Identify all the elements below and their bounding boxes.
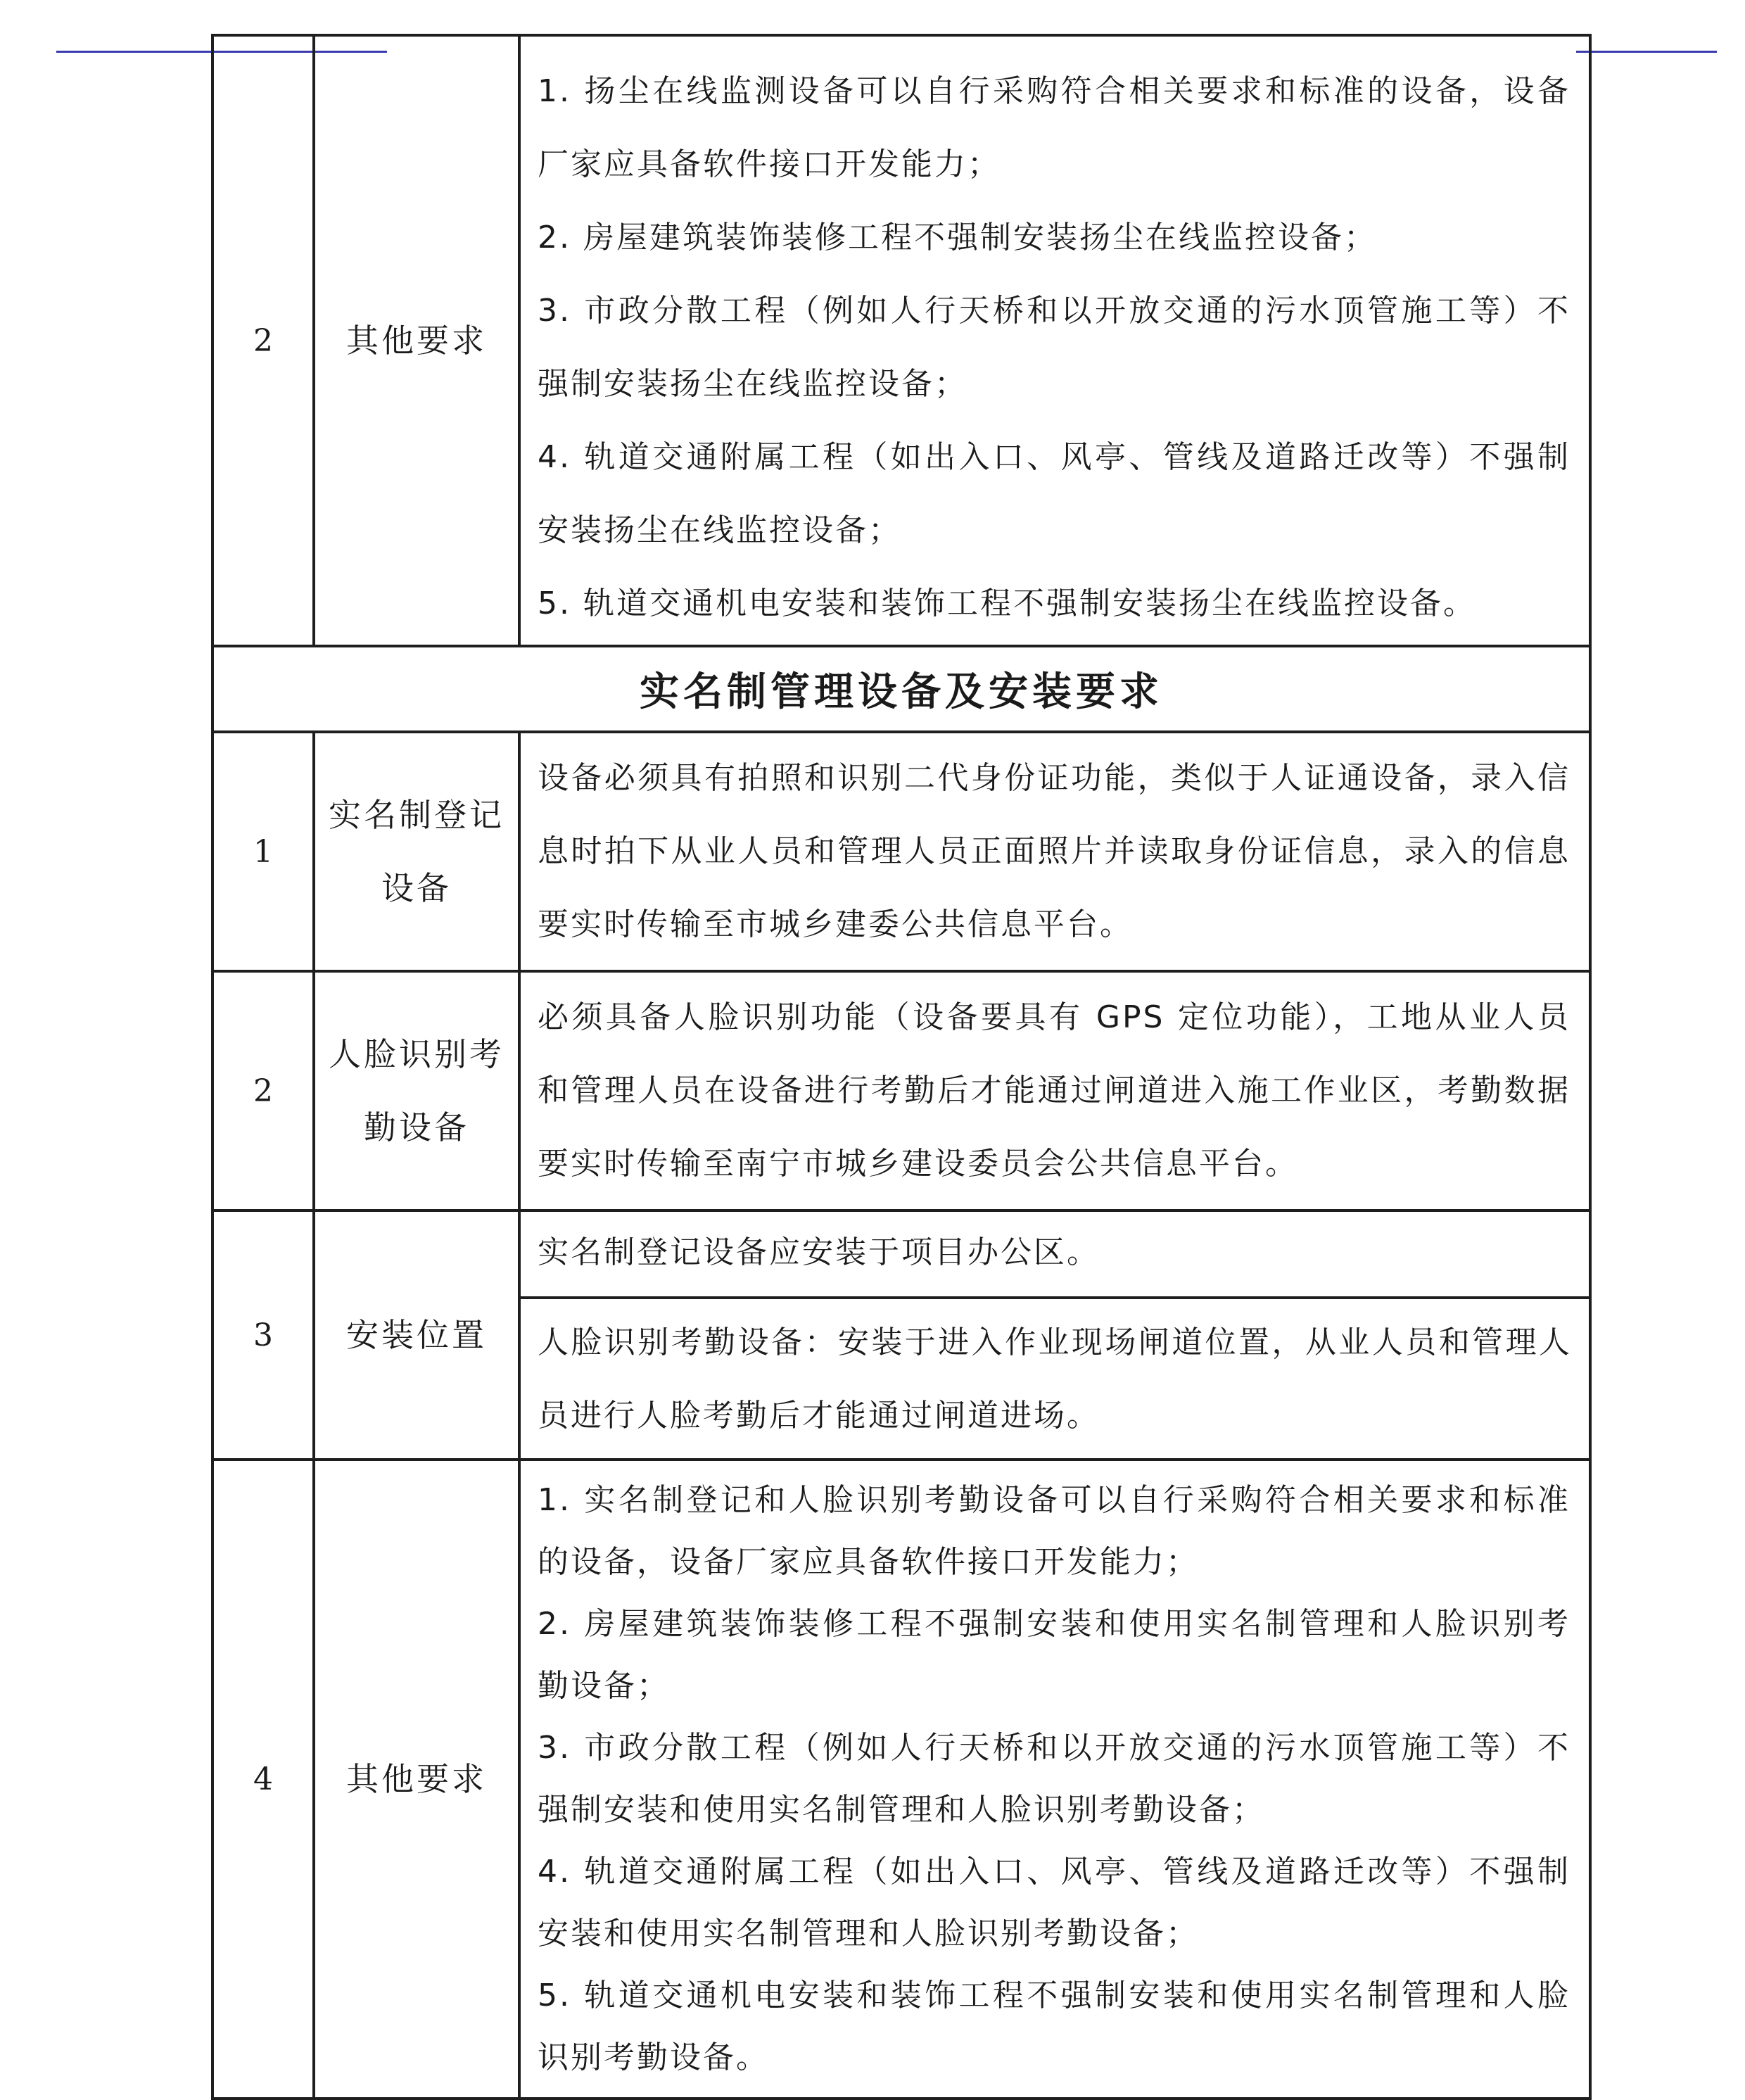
table-row <box>212 732 1590 971</box>
table-row <box>212 1210 1590 1460</box>
row-content <box>519 35 1590 646</box>
row-name: 安装位置 <box>314 1210 519 1460</box>
row-content <box>519 1460 1590 2099</box>
list-item: 4. 轨道交通附属工程（如出入口、风亭、管线及道路迁改等）不强制安装扬尘在线监控设备； <box>538 439 1570 548</box>
row-name: 实名制登记设备 <box>314 732 519 971</box>
row-content: 设备必须具有拍照和识别二代身份证功能，类似于人证通设备，录入信息时拍下从业人员和管理人员正面照片并读取身份证信息，录入的信息要实时传输至市城乡建委公共信息平台。 <box>519 732 1590 971</box>
row-number: 2 <box>212 35 314 646</box>
scan-line-right <box>1576 51 1717 53</box>
list-item: 4. 轨道交通附属工程（如出入口、风亭、管线及道路迁改等）不强制安装和使用实名制管理和人脸识别考勤设备； <box>538 1854 1570 1952</box>
list-item: 3. 市政分散工程（例如人行天桥和以开放交通的污水顶管施工等）不强制安装和使用实名制管理和人脸识别考勤设备； <box>538 1730 1570 1828</box>
row-number: 2 <box>212 971 314 1210</box>
table-row <box>212 35 1590 646</box>
row-number: 3 <box>212 1210 314 1460</box>
row-name: 其他要求 <box>314 1460 519 2099</box>
list-item: 5. 轨道交通机电安装和装饰工程不强制安装和使用实名制管理和人脸识别考勤设备。 <box>538 1978 1570 2075</box>
list-item: 2. 房屋建筑装饰装修工程不强制安装和使用实名制管理和人脸识别考勤设备； <box>538 1606 1570 1704</box>
list-item: 1. 扬尘在线监测设备可以自行采购符合相关要求和标准的设备，设备厂家应具备软件接口开发能力； <box>538 73 1570 182</box>
table-row <box>212 971 1590 1210</box>
list-item: 2. 房屋建筑装饰装修工程不强制安装扬尘在线监控设备； <box>538 220 1377 255</box>
row-content-bottom: 人脸识别考勤设备：安装于进入作业现场闸道位置，从业人员和管理人员进行人脸考勤后才能通过闸道进场。 <box>538 1324 1572 1434</box>
row-number: 1 <box>212 732 314 971</box>
section-title: 实名制管理设备及安装要求 <box>212 646 1590 732</box>
row-name: 人脸识别考勤设备 <box>314 971 519 1210</box>
row-number: 4 <box>212 1460 314 2099</box>
row-content-top: 实名制登记设备应安装于项目办公区。 <box>521 1212 1589 1299</box>
list-item: 3. 市政分散工程（例如人行天桥和以开放交通的污水顶管施工等）不强制安装扬尘在线监控设备； <box>538 293 1570 402</box>
requirements-table <box>211 34 1592 2100</box>
list-item: 5. 轨道交通机电安装和装饰工程不强制安装扬尘在线监控设备。 <box>538 586 1476 621</box>
row-content: 必须具备人脸识别功能（设备要具有 GPS 定位功能），工地从业人员和管理人员在设备进行考勤后才能通过闸道进入施工作业区，考勤数据要实时传输至南宁市城乡建设委员会公共信息平台。 <box>519 971 1590 1210</box>
table-row <box>212 1460 1590 2099</box>
list-item: 1. 实名制登记和人脸识别考勤设备可以自行采购符合相关要求和标准的设备，设备厂家应具备软件接口开发能力； <box>538 1482 1570 1580</box>
row-content <box>519 1210 1590 1460</box>
section-header-row <box>212 646 1590 732</box>
row-name: 其他要求 <box>314 35 519 646</box>
